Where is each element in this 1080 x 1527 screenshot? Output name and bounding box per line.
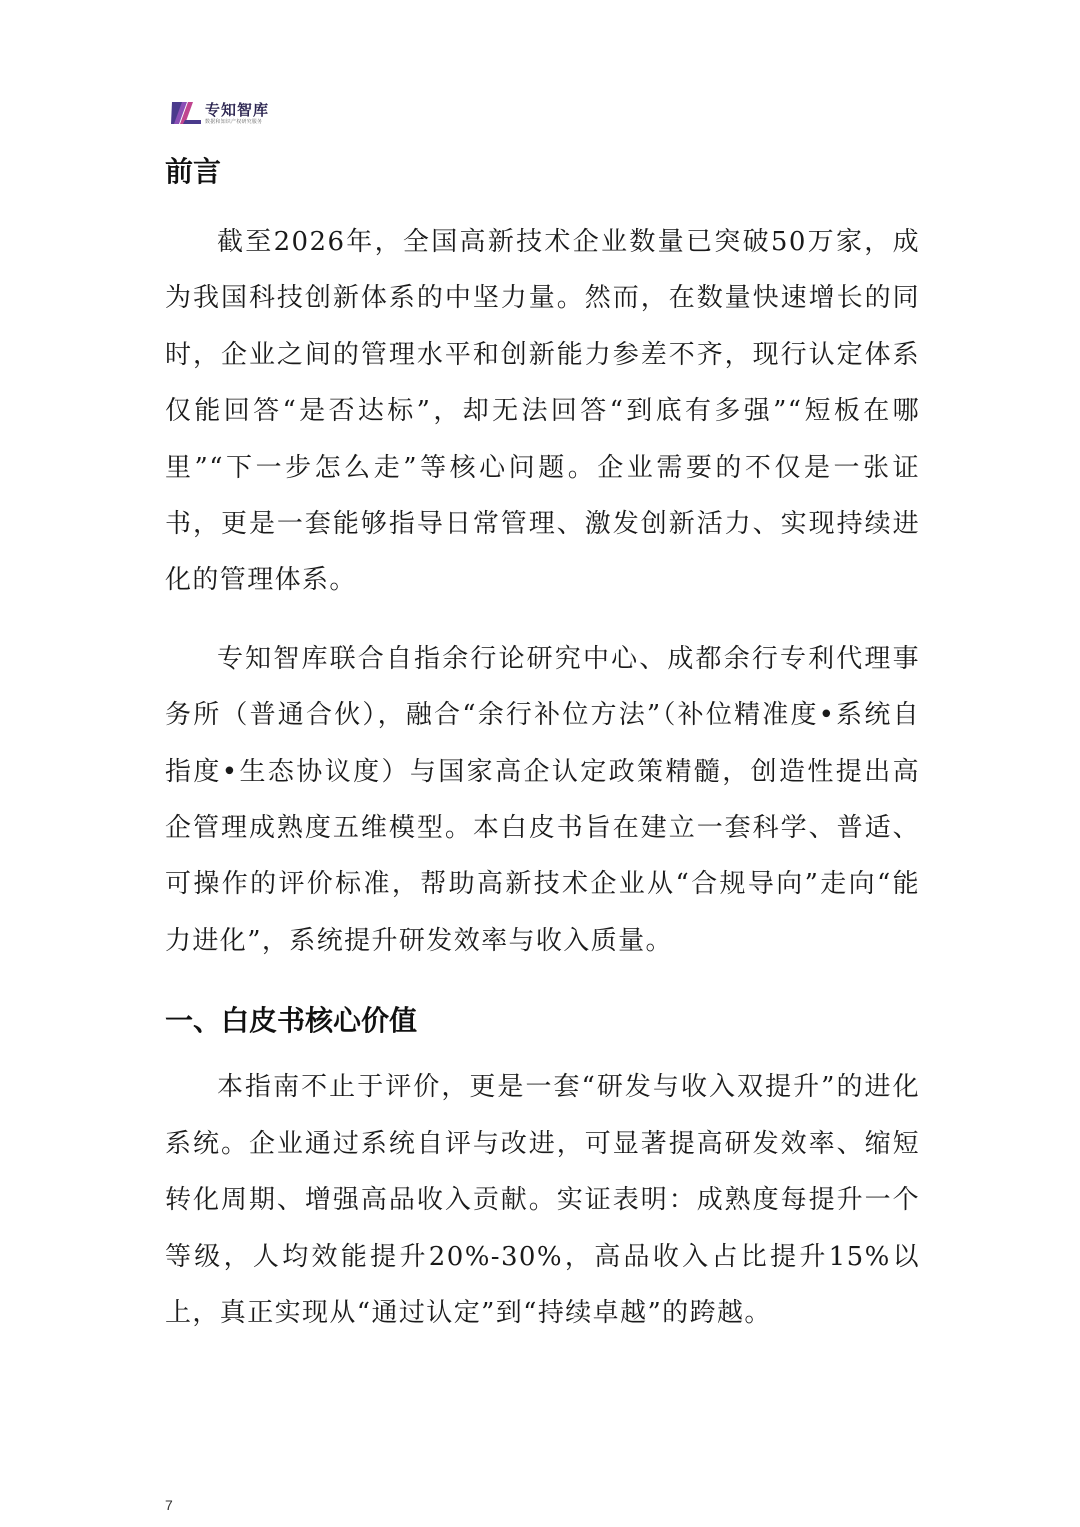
logo-subtitle: 数据和知识产权研究服务 bbox=[205, 118, 263, 125]
section-1-paragraph-1: 本指南不止于评价，更是一套“研发与收入双提升”的进化系统。企业通过系统自评与改进，可显著提高研发效率、缩短转化周期、增强高品收入贡献。实证表明：成熟度每提升一个等级，人均效能提升20%-30%，高品收入占比提升15%以上，真正实现从“通过认定”到“持续卓越”的跨越。 bbox=[165, 1072, 920, 1328]
logo-name: 专知智库 bbox=[205, 100, 270, 119]
page-number: 7 bbox=[165, 1497, 173, 1513]
header-logo bbox=[170, 96, 269, 130]
preface-paragraph-1: 截至2026年，全国高新技术企业数量已突破50万家，成为我国科技创新体系的中坚力量。然而，在数量快速增长的同时，企业之间的管理水平和创新能力参差不齐，现行认定体系仅能回答“是否达标”，却无法回答“到底有多强”“短板在哪里”“下一步怎么走”等核心问题。企业需要的不仅是一张证书，更是一套能够指导日常管理、激发创新活力、实现持续进化的管理体系。 bbox=[165, 227, 920, 596]
preface-paragraph-2: 专知智库联合自指余行论研究中心、成都余行专利代理事务所（普通合伙），融合“余行补位方法”（补位精准度•系统自指度•生态协议度）与国家高企认定政策精髓，创造性提出高企管理成熟度五维模型。本白皮书旨在建立一套科学、普适、可操作的评价标准，帮助高新技术企业从“合规导向”走向“能力进化”，系统提升研发效率与收入质量。 bbox=[165, 643, 920, 956]
preface-heading: 前言 bbox=[165, 155, 222, 188]
section-1-heading: 一、白皮书核心价值 bbox=[165, 1004, 418, 1038]
document-body bbox=[165, 146, 920, 1341]
zl-logo-icon bbox=[170, 99, 202, 127]
